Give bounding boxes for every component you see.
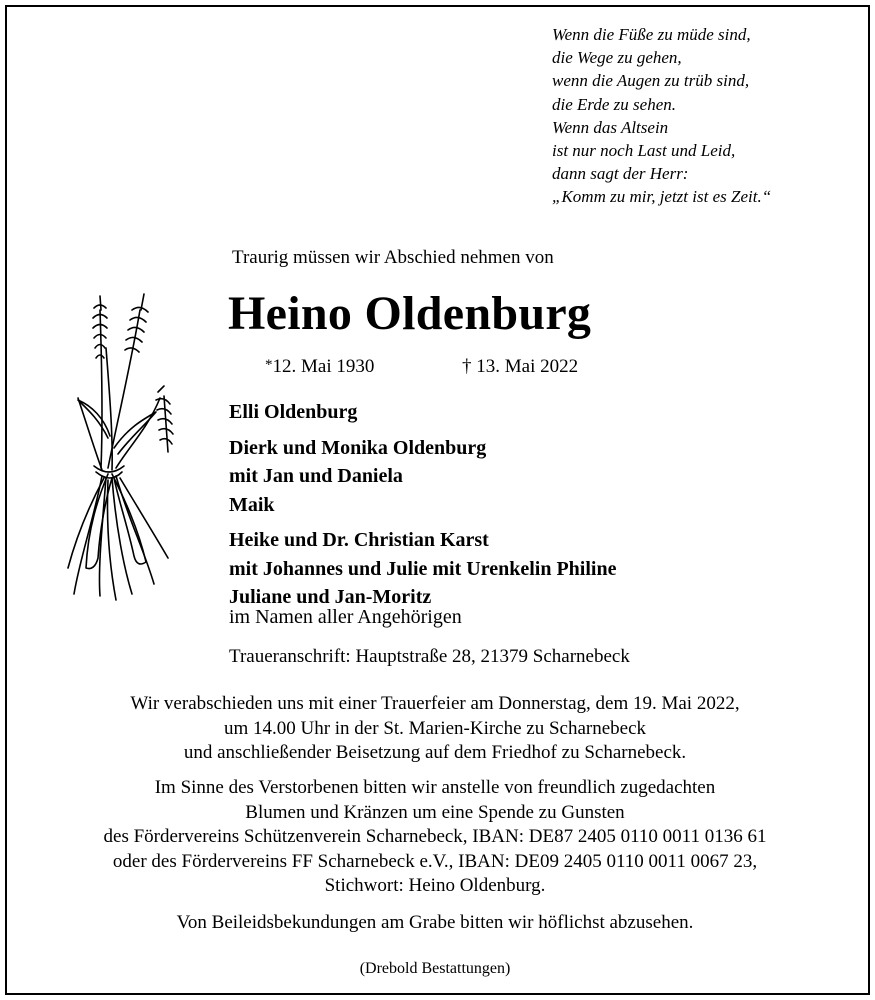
birth-date-text: 12. Mai 1930 [272, 356, 375, 377]
poem-line: wenn die Augen zu trüb sind, [552, 71, 750, 91]
death-date-text: 13. Mai 2022 [476, 356, 579, 377]
wheat-sheaf-icon [58, 288, 198, 603]
poem-line: Wenn das Altsein [552, 117, 669, 137]
poem-line: die Erde zu sehen. [552, 94, 677, 114]
mourner-line: Heike und Dr. Christian Karst [229, 529, 489, 551]
on-behalf-text: im Namen aller Angehörigen [229, 606, 462, 628]
mourner-group [229, 434, 616, 520]
poem-line: Wenn die Füße zu müde sind, [552, 25, 751, 44]
mourner-line: Juliane und Jan-Moritz [229, 586, 432, 608]
mourner-line: Dierk und Monika Oldenburg [229, 436, 487, 459]
poem-line: die Wege zu gehen, [552, 48, 682, 68]
donation-line: des Fördervereins Schützenverein Scharnebeck, IBAN: DE87 2405 0110 0011 0136 61 [103, 826, 767, 847]
ceremony-line: und anschließender Beisetzung auf dem Friedhof zu Scharnebeck. [183, 742, 687, 763]
mourners [229, 398, 616, 619]
ceremony-line: um 14.00 Uhr in der St. Marien-Kirche zu Scharnebeck [223, 717, 647, 739]
deceased-name: Heino Oldenburg [228, 287, 592, 340]
donation-line: Blumen und Kränzen um eine Spende zu Gunsten [245, 801, 625, 823]
death-symbol: † [462, 356, 472, 377]
intro-text: Traurig müssen wir Abschied nehmen von [232, 247, 554, 268]
mourner-line: Elli Oldenburg [229, 401, 358, 423]
birth-symbol: * [265, 357, 273, 373]
poem [552, 23, 771, 209]
donation-text [0, 776, 870, 899]
ceremony-text [0, 692, 870, 766]
mourning-address: Traueranschrift: Hauptstraße 28, 21379 Scharnebeck [229, 646, 630, 667]
condolence-note: Von Beileidsbekundungen am Grabe bitten wir höflichst abzusehen. [176, 912, 694, 933]
donation-line: Stichwort: Heino Oldenburg. [324, 875, 546, 896]
poem-line: ist nur noch Last und Leid, [552, 140, 736, 160]
poem-line: „Komm zu mir, jetzt ist es Zeit.“ [552, 187, 772, 207]
death-date [462, 356, 578, 378]
poem-line: dann sagt der Herr: [552, 164, 689, 184]
mourner-line: mit Johannes und Julie mit Urenkelin Philine [229, 557, 617, 580]
donation-line: oder des Fördervereins FF Scharnebeck e.V., IBAN: DE09 2405 0110 0011 0067 23, [112, 850, 758, 872]
donation-line: Im Sinne des Verstorbenen bitten wir anstelle von freundlich zugedachten [154, 777, 716, 798]
ceremony-line: Wir verabschieden uns mit einer Trauerfeier am Donnerstag, dem 19. Mai 2022, [130, 693, 740, 714]
mourner-group [229, 398, 616, 427]
mourner-group [229, 526, 616, 612]
mourner-line: mit Jan und Daniela [229, 465, 403, 487]
birth-date [265, 356, 374, 378]
undertaker-name: (Drebold Bestattungen) [359, 960, 511, 977]
mourner-line: Maik [229, 493, 275, 516]
